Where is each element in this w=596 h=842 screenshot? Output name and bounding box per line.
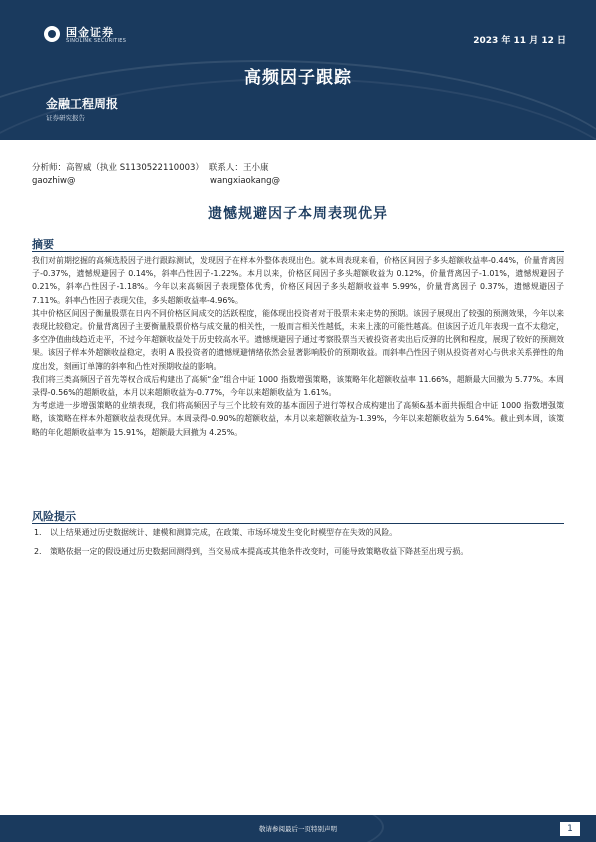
risk-item-text: 以上结果通过历史数据统计、建模和测算完成，在政策、市场环境发生变化时模型存在失效的风险。	[50, 528, 398, 537]
summary-body	[32, 254, 564, 439]
risk-item	[32, 545, 564, 558]
summary-heading: 摘要	[32, 238, 54, 251]
main-title: 遗憾规避因子本周表现优异	[208, 206, 388, 222]
report-type: 金融工程周报	[46, 97, 119, 111]
risk-item-text: 策略依据一定的假设通过历史数据回测得到，当交易成本提高或其他条件改变时，可能导致策略收益下降甚至出现亏损。	[50, 547, 469, 557]
analyst-emails	[32, 176, 592, 186]
summary-divider	[32, 251, 564, 252]
summary-paragraph: 其中价格区间因子衡量股票在日内不同价格区间成交的活跃程度，能体现出投资者对于股票未来走势的预期。该因子展现出了较强的预测效果，今年以来表现比较稳定。价量背离因子主要衡量股票价格与成交量的相关性，一般而言相关性越低，未来上涨的可能性越高。但该因子近几年表现一直不太稳定，多空净值曲线趋近走平，不过今年超额收益处于历史较高水平。遗憾规避因子通过考察股票当天被投资者卖出后反弹的比例和程度，展现了较好的预测效果。该因子样本外超额收益稳定，表明 A 股投资者的遗憾规避情绪依然会显著影响股价的预期收益。而斜率凸性因子则从投资者对心与供求关系弹性的角度出发，刻画订单簿的斜率和凸性对预期收益的影响。	[32, 308, 564, 371]
report-subtype: 证券研究报告	[46, 114, 85, 122]
summary-paragraph: 为考虑进一步增强策略的业绩表现，我们将高频因子与三个比较有效的基本面因子进行等权合成构建出了高频&基本面共振组合中证 1000 指数增强策略，该策略在样本外超额收益表现优异。本周录得-0.90%的超额收益，本月以来超额收益为-1.39%，今年以来超额收益为 5.64%。截止到本周，该策略的年化超额收益率为 15.91%，超额最大回撤为 4.25%。	[32, 401, 564, 437]
analyst-email[interactable]: gaozhiw@	[32, 176, 76, 186]
risk-item-number: 2.	[34, 547, 42, 557]
report-date: 2023 年 11 月 12 日	[473, 36, 566, 46]
contact-name: 王小康	[242, 163, 269, 173]
analyst-name: 高智威（执业 S1130522110003）	[66, 163, 204, 173]
summary-paragraph: 我们将三类高频因子首先等权合成后构建出了高频“金”组合中证 1000 指数增强策略，该策略年化超额收益率 11.66%，超额最大回撤为 5.77%。本周录得-0.56%的超额收益，本月以来超额收益为-0.77%，今年以来超额收益为 1.61%。	[32, 374, 564, 398]
risk-item	[32, 526, 564, 539]
logo-text: 国金证券	[66, 26, 114, 39]
sinolink-logo-icon	[44, 26, 60, 42]
risk-heading: 风险提示	[32, 510, 76, 523]
page-number: 1	[560, 822, 580, 836]
risk-list	[32, 526, 564, 564]
summary-paragraph: 我们对前期挖掘的高频选股因子进行跟踪测试，发现因子在样本外整体表现出色。就本周表现来看，价格区间因子多头超额收益率-0.44%，价量背离因子-0.37%，遗憾规避因子 0.14%，斜率凸性因子-1.22%。本月以来，价格区间因子多头超额收益为 0.12%，价量背离因子-1.01%，遗憾规避因子 0.21%，斜率凸性因子-1.18%。今年以来高频因子表现整体优秀，价格区间因子多头超额收益率 5.99%，价量背离因子 0.37%，遗憾规避因子 7.11%。斜率凸性因子表现欠佳，多头超额收益率-4.96%。	[32, 256, 564, 305]
footer-disclaimer[interactable]: 敬请参阅最后一页特别声明	[259, 825, 337, 833]
analyst-label: 分析师：	[32, 163, 67, 173]
risk-divider	[32, 523, 564, 524]
analyst-info	[32, 162, 268, 175]
contact-label: 联系人：	[208, 163, 243, 173]
risk-item-number: 1.	[34, 528, 42, 537]
contact-email[interactable]: wangxiaokang@	[210, 176, 281, 186]
header-title: 高频因子跟踪	[244, 68, 352, 88]
report-header	[0, 0, 596, 140]
logo-text-en: SINOLINK SECURITIES	[66, 38, 127, 44]
